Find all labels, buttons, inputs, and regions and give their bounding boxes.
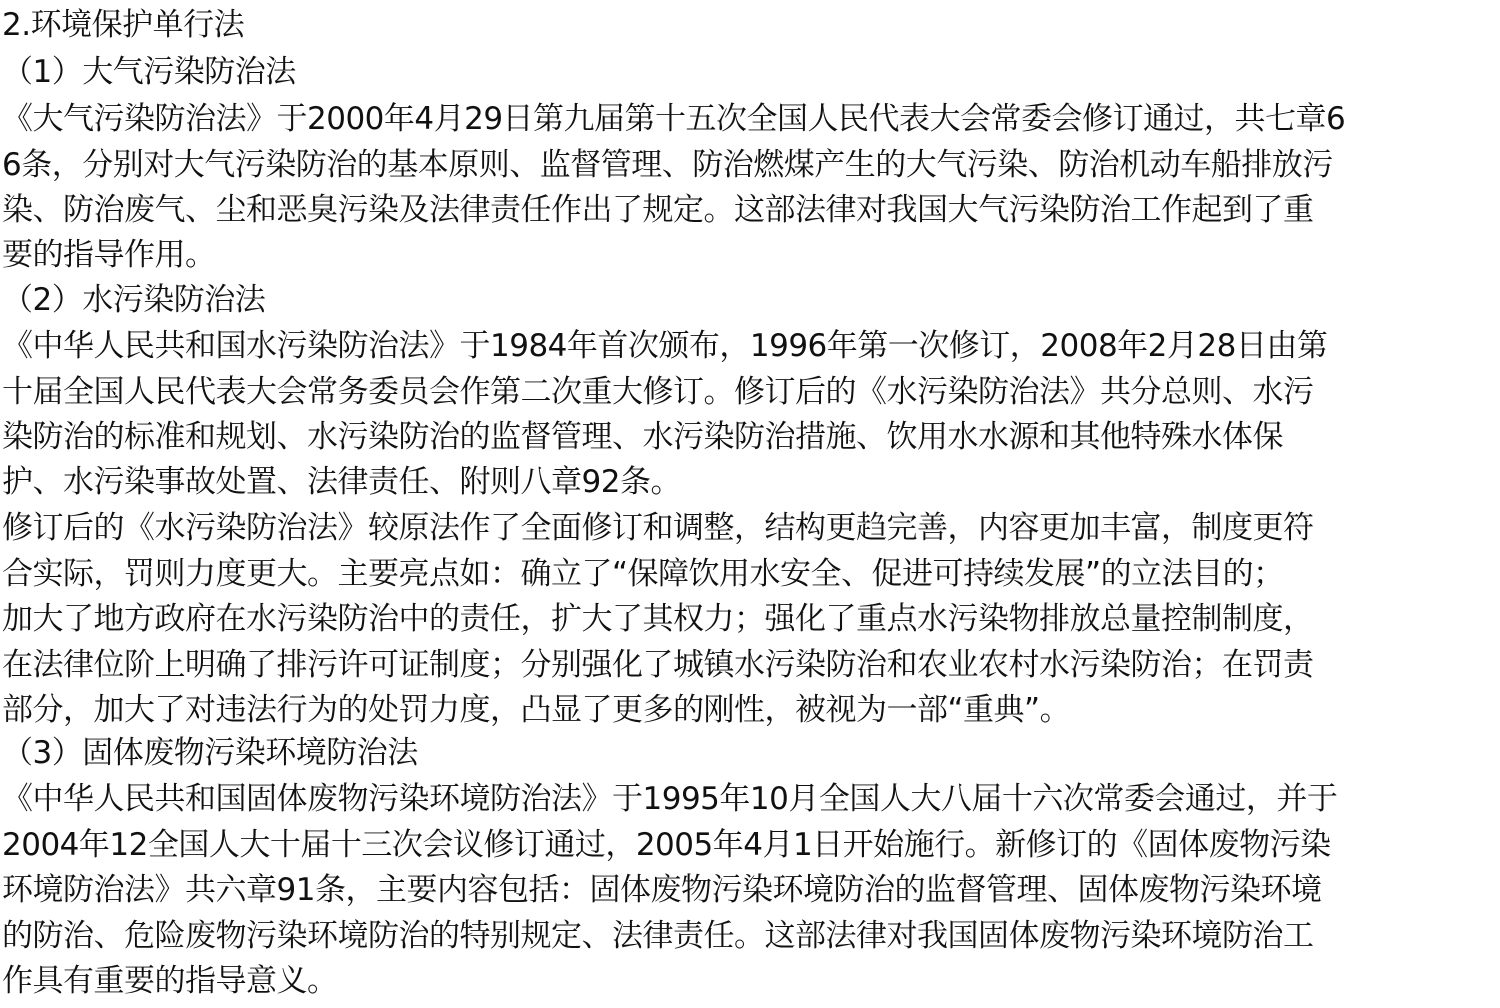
paragraph-line: 染防治的标准和规划、水污染防治的监督管理、水污染防治措施、饮用水水源和其他特殊水体保 bbox=[2, 419, 1283, 455]
paragraph-line: 加大了地方政府在水污染防治中的责任，扩大了其权力；强化了重点水污染物排放总量控制制度， bbox=[2, 601, 1314, 637]
paragraph-line: 《中华人民共和国固体废物污染环境防治法》于1995年10月全国人大八届十六次常委会通过，并于 bbox=[2, 781, 1338, 817]
paragraph-line: 作具有重要的指导意义。 bbox=[2, 963, 338, 999]
paragraph-line: 要的指导作用。 bbox=[2, 237, 216, 273]
paragraph-line: 《中华人民共和国水污染防治法》于1984年首次颁布，1996年第一次修订，2008年2月28日由第 bbox=[2, 328, 1328, 364]
paragraph-line: 2004年12全国人大十届十三次会议修订通过，2005年4月1日开始施行。新修订的《固体废物污染 bbox=[2, 827, 1331, 863]
paragraph-line: 部分，加大了对违法行为的处罚力度，凸显了更多的刚性，被视为一部“重典”。 bbox=[2, 692, 1071, 728]
paragraph-line: 6条，分别对大气污染防治的基本原则、监督管理、防治燃煤产生的大气污染、防治机动车船排放污 bbox=[2, 147, 1333, 183]
paragraph-line: 染、防治废气、尘和恶臭污染及法律责任作出了规定。这部法律对我国大气污染防治工作起到了重 bbox=[2, 192, 1314, 228]
paragraph-line: 修订后的《水污染防治法》较原法作了全面修订和调整，结构更趋完善，内容更加丰富，制度更符 bbox=[2, 510, 1314, 546]
paragraph-line: 《大气污染防治法》于2000年4月29日第九届第十五次全国人民代表大会常委会修订通过，共七章6 bbox=[2, 101, 1346, 137]
paragraph-line: 护、水污染事故处置、法律责任、附则八章92条。 bbox=[2, 464, 681, 500]
paragraph-line: 在法律位阶上明确了排污许可证制度；分别强化了城镇水污染防治和农业农村水污染防治；在罚责 bbox=[2, 647, 1314, 683]
subsection-heading-air: （1）大气污染防治法 bbox=[2, 54, 296, 90]
subsection-heading-water: （2）水污染防治法 bbox=[2, 282, 266, 318]
paragraph-line: 的防治、危险废物污染环境防治的特别规定、法律责任。这部法律对我国固体废物污染环境防治工 bbox=[2, 918, 1314, 954]
paragraph-line: 合实际，罚则力度更大。主要亮点如：确立了“保障饮用水安全、促进可持续发展”的立法目的； bbox=[2, 556, 1284, 592]
paragraph-line: 十届全国人民代表大会常务委员会作第二次重大修订。修订后的《水污染防治法》共分总则、水污 bbox=[2, 374, 1314, 410]
subsection-heading-solid-waste: （3）固体废物污染环境防治法 bbox=[2, 735, 418, 771]
section-heading: 2.环境保护单行法 bbox=[2, 7, 245, 43]
paragraph-line: 环境防治法》共六章91条，主要内容包括：固体废物污染环境防治的监督管理、固体废物污染环境 bbox=[2, 872, 1322, 908]
